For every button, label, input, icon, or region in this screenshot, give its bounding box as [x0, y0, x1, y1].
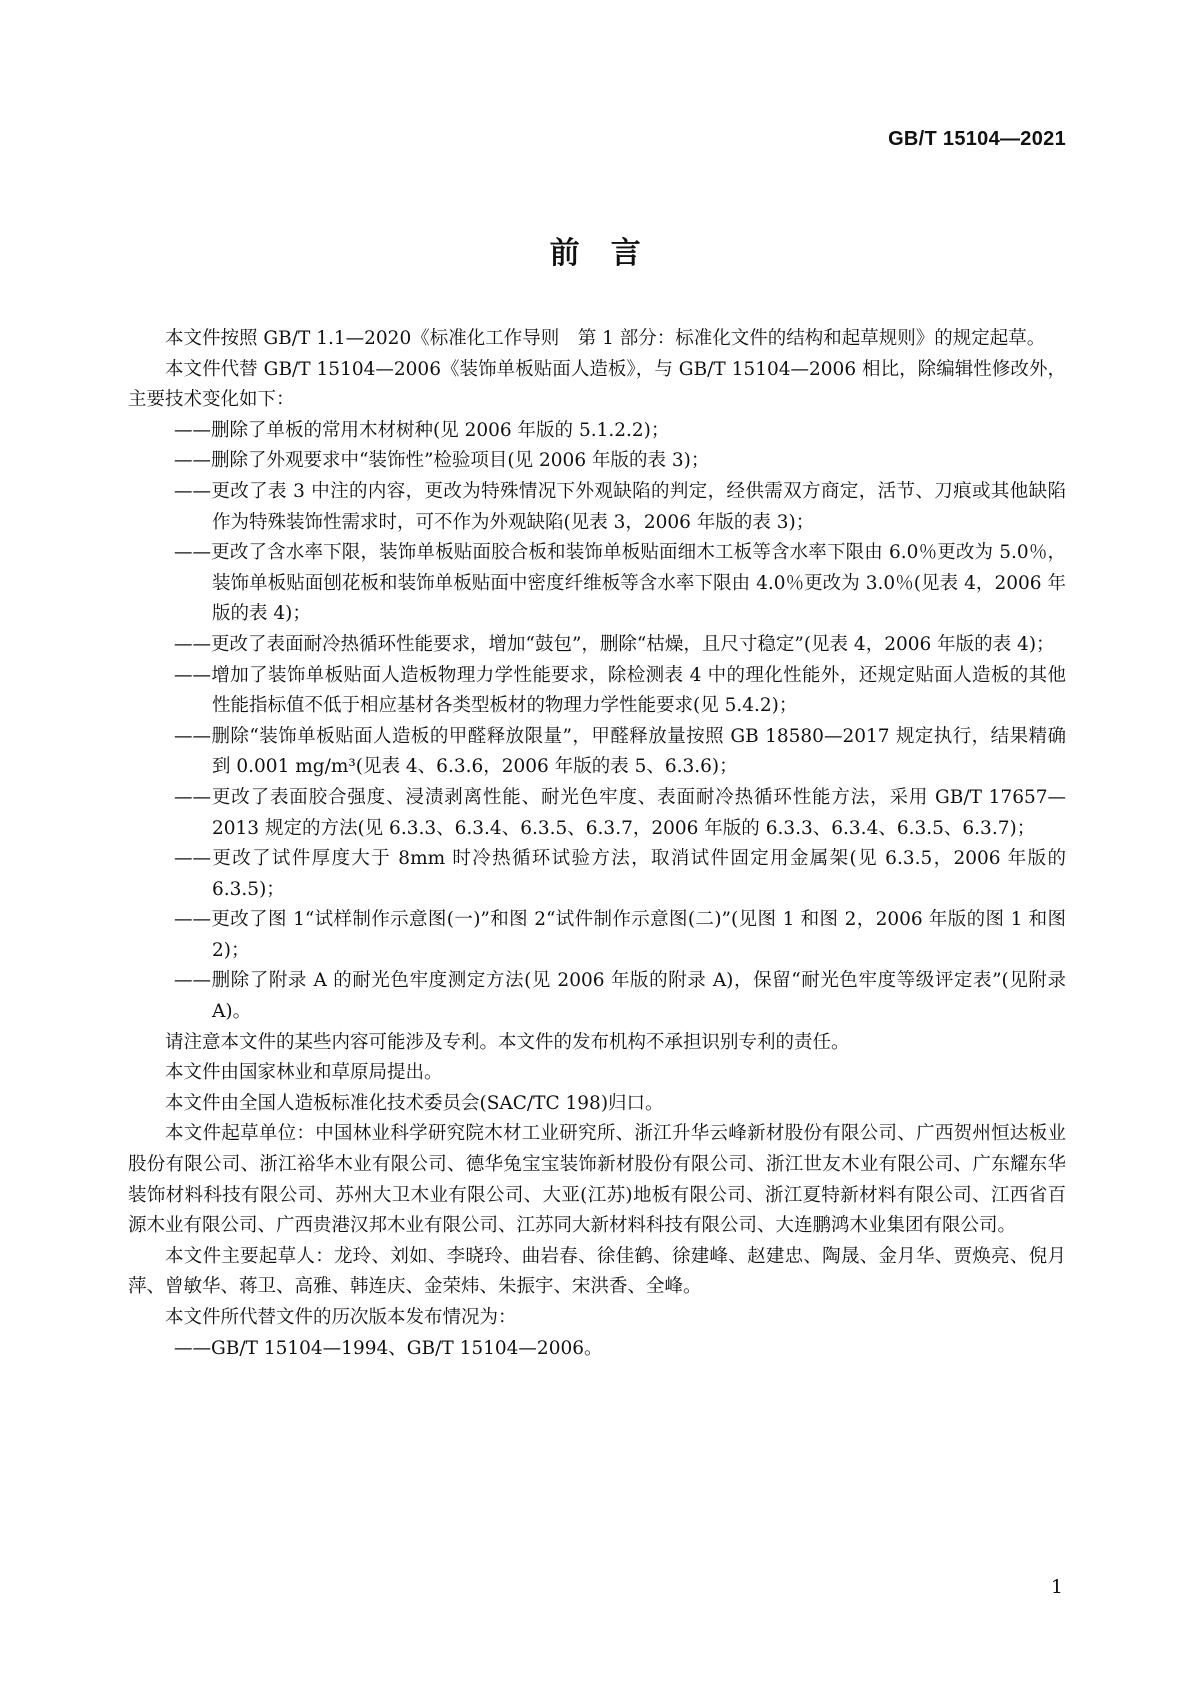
list-item: ——删除了附录 A 的耐光色牢度测定方法(见 2006 年版的附录 A)，保留“耐光色牢度等级评定表”(见附录 A)。	[174, 970, 1066, 1023]
list-item: ——GB/T 15104—1994、GB/T 15104—2006。	[174, 1337, 603, 1359]
list-item: ——更改了表面耐冷热循环性能要求，增加“鼓包”，删除“枯燥，且尺寸稳定”(见表 4，2006 年版的表 4)；	[174, 633, 1055, 655]
paragraph-proposer: 本文件由国家林业和草原局提出。	[165, 1062, 443, 1084]
document-body	[128, 324, 1066, 1364]
list-item: ——删除了单板的常用木材树种(见 2006 年版的 5.1.2.2)；	[174, 419, 670, 441]
list-item: ——更改了试件厚度大于 8mm 时冷热循环试验方法，取消试件固定用金属架(见 6.3.5，2006 年版的 6.3.5)；	[174, 848, 1066, 900]
paragraph-replacement: 本文件代替 GB/T 15104—2006《装饰单板贴面人造板》，与 GB/T 15104—2006 相比，除编辑性修改外，主要技术变化如下：	[128, 358, 1066, 411]
paragraph-patent-notice: 请注意本文件的某些内容可能涉及专利。本文件的发布机构不承担识别专利的责任。	[165, 1031, 850, 1053]
list-item: ——增加了装饰单板贴面人造板物理力学性能要求，除检测表 4 中的理化性能外，还规定贴面人造板的其他性能指标值不低于相应基材各类型板材的物理力学性能要求(见 5.4.2)；	[174, 664, 1066, 717]
list-item: ——更改了表面胶合强度、浸渍剥离性能、耐光色牢度、表面耐冷热循环性能方法，采用 GB/T 17657—2013 规定的方法(见 6.3.3、6.3.4、6.3.5、6.3.7，2006 年版的 6.3.3、6.3.4、6.3.5、6.3.7)；	[174, 786, 1066, 839]
paragraph-drafters: 本文件主要起草人：龙玲、刘如、李晓玲、曲岩春、徐佳鹤、徐建峰、赵建忠、陶晟、金月华、贾焕亮、倪月萍、曾敏华、蒋卫、高雅、韩连庆、金荣炜、朱振宇、宋洪香、全峰。	[128, 1245, 1066, 1298]
page-number: 1	[1050, 1576, 1063, 1598]
paragraph-drafting-rules: 本文件按照 GB/T 1.1—2020《标准化工作导则 第 1 部分：标准化文件的结构和起草规则》的规定起草。	[165, 328, 1046, 349]
list-item: ——更改了图 1“试样制作示意图(一)”和图 2“试件制作示意图(二)”(见图 1 和图 2，2006 年版的图 1 和图 2)；	[174, 909, 1066, 961]
changes-list	[128, 416, 1066, 1028]
list-item: ——删除“装饰单板贴面人造板的甲醛释放限量”，甲醛释放量按照 GB 18580—2017 规定执行，结果精确到 0.001 mg/m³(见表 4、6.3.6，2006 年版的表 5、6.3.6)；	[174, 725, 1066, 778]
paragraph-drafting-units: 本文件起草单位：中国林业科学研究院木材工业研究所、浙江升华云峰新材股份有限公司、广西贺州恒达板业股份有限公司、浙江裕华木业有限公司、德华兔宝宝装饰新材股份有限公司、浙江世友木业有限公司、广东耀东华装饰材料科技有限公司、苏州大卫木业有限公司、大亚(江苏)地板有限公司、浙江夏特新材料有限公司、江西省百源木业有限公司、广西贵港汉邦木业有限公司、江苏同大新材料科技有限公司、大连鹏鸿木业集团有限公司。	[128, 1123, 1066, 1237]
history-list	[128, 1334, 1066, 1365]
list-item: ——更改了表 3 中注的内容，更改为特殊情况下外观缺陷的判定，经供需双方商定，活节、刀痕或其他缺陷作为特殊装饰性需求时，可不作为外观缺陷(见表 3，2006 年版的表 3)；	[174, 480, 1066, 533]
page-title: 前 言	[549, 236, 642, 271]
list-item: ——更改了含水率下限，装饰单板贴面胶合板和装饰单板贴面细木工板等含水率下限由 6.0％更改为 5.0％，装饰单板贴面刨花板和装饰单板贴面中密度纤维板等含水率下限由 4.0％更改为 3.0％(见表 4，2006 年版的表 4)；	[174, 542, 1066, 625]
standard-number: GB/T 15104—2021	[888, 128, 1066, 150]
paragraph-history-intro: 本文件所代替文件的历次版本发布情况为：	[165, 1307, 517, 1328]
list-item: ——删除了外观要求中“装饰性”检验项目(见 2006 年版的表 3)；	[174, 450, 710, 472]
paragraph-committee: 本文件由全国人造板标准化技术委员会(SAC/TC 198)归口。	[165, 1092, 664, 1114]
